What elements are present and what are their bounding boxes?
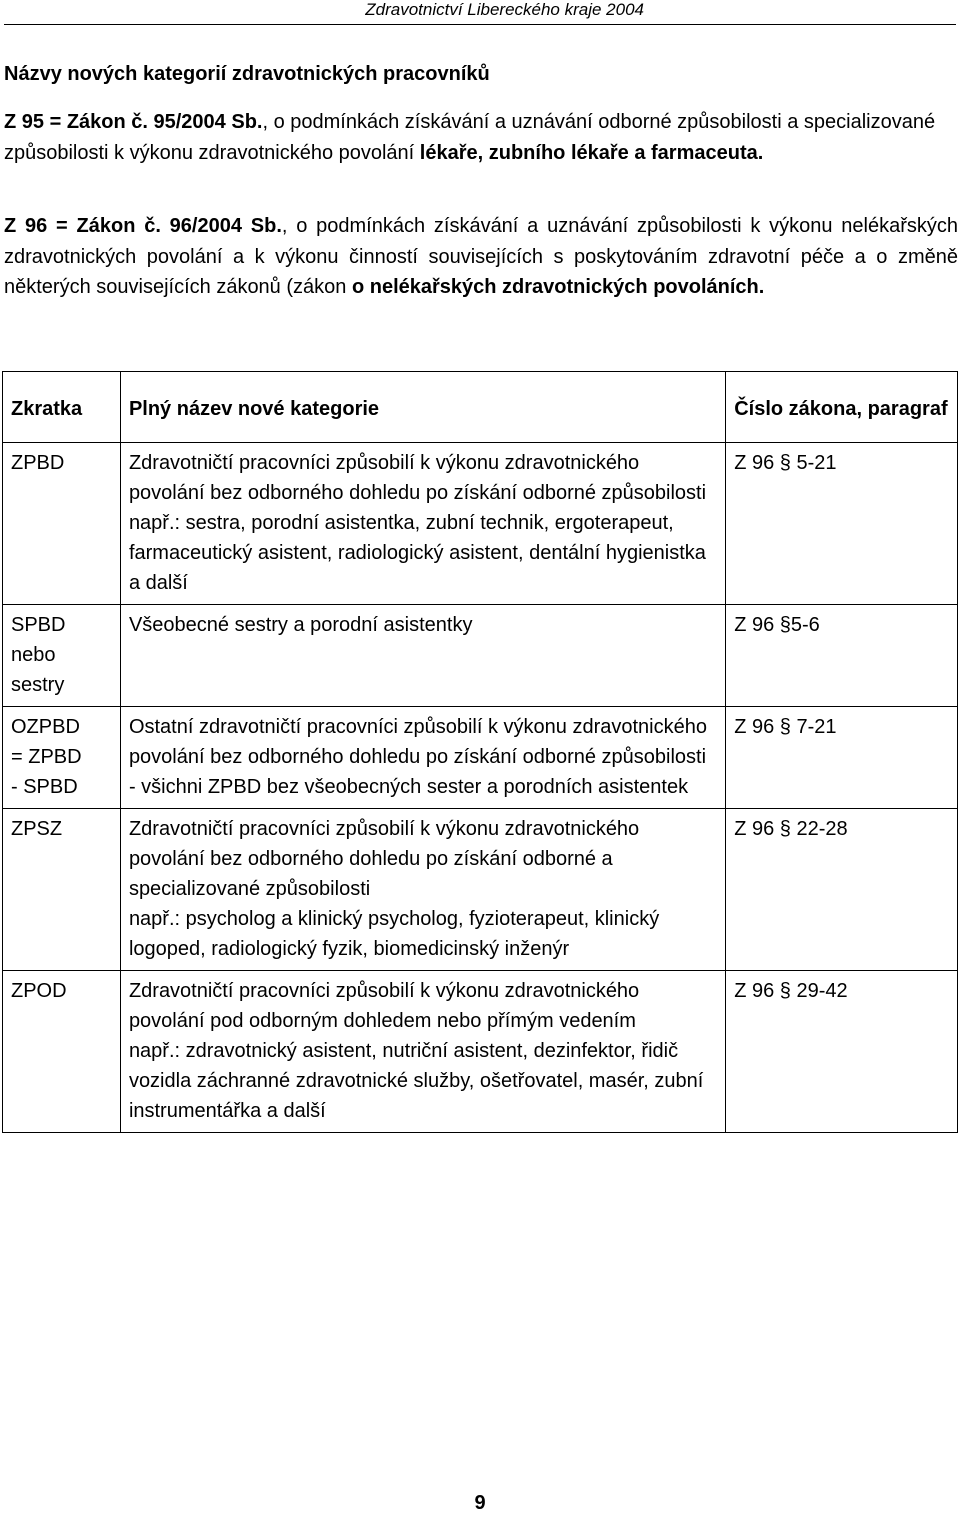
abbreviation-cell	[3, 707, 121, 809]
table-row	[3, 971, 958, 1133]
law-96-paragraph	[4, 211, 958, 303]
law-95-bold-tail: lékaře, zubního lékaře a farmaceuta.	[419, 141, 764, 164]
abbreviation-text: nebo	[11, 644, 56, 666]
abbreviation-text: ZPOD	[11, 980, 67, 1002]
abbreviation-cell	[3, 971, 121, 1133]
abbreviation-text: ZPSZ	[11, 818, 63, 840]
abbreviation-text: ZPBD	[11, 452, 65, 474]
header-abbreviation: Zkratka	[3, 372, 121, 443]
law-paragraph-cell: Z 96 § 5-21	[726, 443, 958, 605]
abbreviation-text: - SPBD	[11, 776, 78, 798]
law-paragraph-cell: Z 96 § 7-21	[726, 707, 958, 809]
table-row	[3, 605, 958, 707]
full-name-cell	[120, 707, 725, 809]
full-name-cell	[120, 971, 725, 1133]
running-header: Zdravotnictví Libereckého kraje 2004	[365, 0, 644, 19]
law-95-text: , o podmínkách získávání a uznávání odborné způsobilosti a specializované způsobilosti k výkonu zdravotnického povolání	[4, 111, 936, 164]
examples-text: např.: zdravotnický asistent, nutriční asistent, dezinfektor, řidič vozidla záchranné zdravotnické služby, ošetřovatel, masér, zubní instrumentářka a další	[128, 1040, 704, 1122]
page-number: 9	[474, 1492, 486, 1514]
full-name-cell	[120, 443, 725, 605]
category-name-text: Zdravotničtí pracovníci způsobilí k výkonu zdravotnického povolání bez odborného dohledu po získání odborné způsobilosti	[128, 452, 707, 504]
law-96-text: , o podmínkách získávání a uznávání způsobilosti k výkonu nelékařských zdravotnických povolání a k výkonu činností souvisejících s poskytováním zdravotní péče a o změně některých souvisejících zákonů (zákon	[4, 215, 958, 298]
header-full-name: Plný název nové kategorie	[120, 372, 725, 443]
abbreviation-cell	[3, 443, 121, 605]
header-rule	[4, 24, 956, 25]
category-name-text: Zdravotničtí pracovníci způsobilí k výkonu zdravotnického povolání bez odborného dohledu po získání odborné a specializované způsobilosti	[128, 818, 640, 900]
full-name-cell	[120, 809, 725, 971]
examples-text: např.: psycholog a klinický psycholog, fyzioterapeut, klinický logoped, radiologický fyzik, biomedicinský inženýr	[128, 908, 660, 960]
table-row	[3, 707, 958, 809]
abbreviation-cell	[3, 605, 121, 707]
law-paragraph-cell: Z 96 § 22-28	[726, 809, 958, 971]
examples-text: např.: sestra, porodní asistentka, zubní technik, ergoterapeut, farmaceutický asistent, radiologický asistent, dentální hygienistka a další	[128, 512, 706, 594]
category-name-text: Všeobecné sestry a porodní asistentky	[128, 614, 473, 636]
law-paragraph-cell: Z 96 § 29-42	[726, 971, 958, 1133]
table-row	[3, 809, 958, 971]
law-95-ref: Z 95 = Zákon č. 95/2004 Sb.	[4, 111, 263, 133]
abbreviation-cell	[3, 809, 121, 971]
abbreviation-text: OZPBD	[11, 716, 80, 738]
abbreviation-text: SPBD	[11, 614, 66, 636]
law-paragraph-cell: Z 96 §5-6	[726, 605, 958, 707]
law-95-paragraph	[4, 107, 958, 168]
abbreviation-text: = ZPBD	[11, 746, 82, 768]
table-row	[3, 443, 958, 605]
full-name-cell	[120, 605, 725, 707]
category-name-text: Ostatní zdravotničtí pracovníci způsobilí k výkonu zdravotnického povolání bez odborného dohledu po získání odborné způsobilosti - všichni ZPBD bez všeobecných sester a porodních asistentek	[128, 716, 707, 798]
category-name-text: Zdravotničtí pracovníci způsobilí k výkonu zdravotnického povolání pod odborným dohledem nebo přímým vedením	[128, 980, 640, 1032]
law-96-bold-tail: o nelékařských zdravotnických povoláních.	[351, 276, 765, 298]
section-title: Názvy nových kategorií zdravotnických pracovníků	[4, 63, 490, 85]
header-law-paragraph: Číslo zákona, paragraf	[726, 372, 958, 443]
law-96-ref: Z 96 = Zákon č. 96/2004 Sb.	[4, 215, 282, 237]
categories-table	[2, 371, 958, 1133]
abbreviation-text: sestry	[11, 674, 65, 696]
table-header-row	[3, 372, 958, 443]
